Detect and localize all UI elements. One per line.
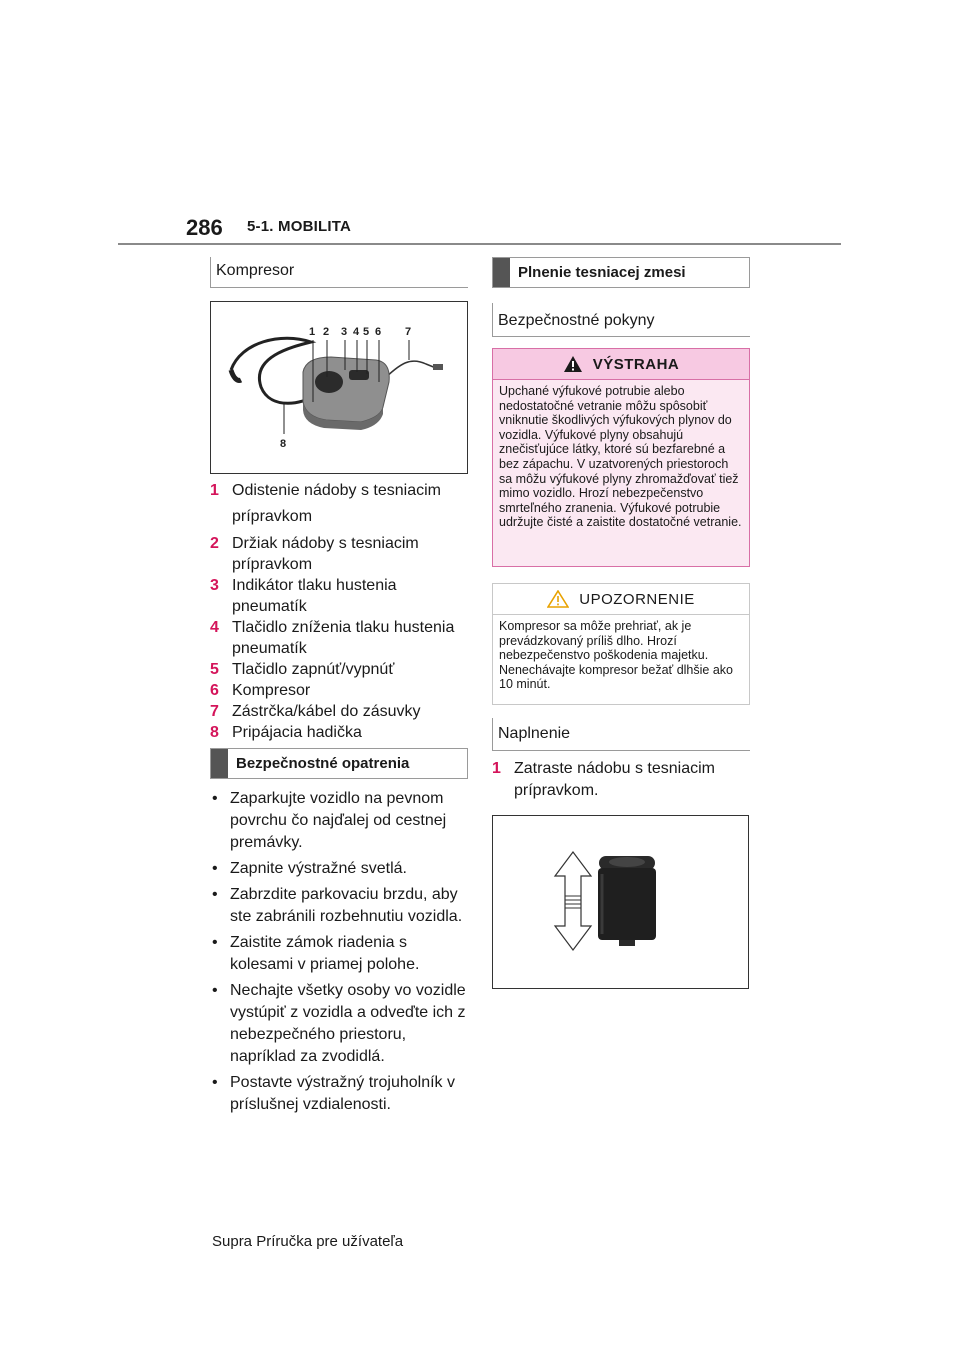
compressor-heading-bar — [210, 257, 211, 288]
warning-text: Upchané výfukové potrubie alebo nedostatočné vetranie môžu spôsobiť vniknutie škodlivých výfukových plynov do vozidla. Výfukové plyny obsahujú znečisťujúce látky, ktoré sú bezfarebné a bez zápachu. V uzatvorených priestoroch sa môžu výfukové plyny zhromažďovať tiež mimo vozidlo. Hrozí nebezpečenstvo smrteľného zranenia. Výfukové potrubie udržujte čisté a zaistite dostatočné vetranie. — [499, 384, 742, 530]
bullet-icon: • — [212, 860, 218, 877]
list-item-text: Pripájacia hadička — [232, 724, 362, 741]
callout-8: 8 — [280, 438, 287, 450]
section-title: 5-1. MOBILITA — [247, 218, 351, 235]
page-number: 286 — [186, 215, 223, 240]
list-item — [210, 617, 470, 659]
list-item — [210, 575, 470, 617]
list-item — [210, 980, 472, 1068]
step-text: Zatraste nádobu s tesniacim prípravkom. — [514, 760, 715, 799]
callout-6: 6 — [375, 326, 382, 338]
list-item — [210, 932, 472, 976]
list-item — [210, 701, 470, 722]
safety-notes-heading-bar — [492, 303, 493, 337]
callout-3: 3 — [341, 326, 348, 338]
heading-bar — [211, 749, 228, 778]
heading-bar — [493, 258, 510, 287]
list-item-text: Kompresor — [232, 682, 311, 699]
shake-arrow-icon — [555, 852, 591, 950]
shake-illustration — [493, 816, 748, 988]
warning-box — [492, 348, 750, 567]
notice-header — [493, 584, 749, 615]
header-rule — [118, 243, 841, 245]
sealant-bottle-icon — [598, 856, 656, 946]
callout-1: 1 — [309, 326, 316, 338]
list-item — [210, 858, 472, 880]
list-item-text: Zapnite výstražné svetlá. — [230, 860, 407, 877]
footer-text: Supra Príručka pre užívateľa — [212, 1233, 404, 1250]
list-item-text: Zástrčka/kábel do zásuvky — [232, 703, 421, 720]
list-item-number: 7 — [210, 703, 219, 720]
notice-text: Kompresor sa môže prehriať, ak je prevádzkovaný príliš dlho. Hrozí nebezpečenstvo poškodenia majetku. Nenechávajte kompresor bežať dlhšie ako 10 minút. — [499, 619, 733, 692]
warning-header — [493, 349, 749, 380]
caution-triangle-icon — [547, 590, 569, 608]
list-item-number: 6 — [210, 682, 219, 699]
sealant-holder-icon — [315, 371, 343, 393]
notice-box — [492, 583, 750, 705]
list-item-text: Tlačidlo zníženia tlaku hustenia pneumatík — [232, 619, 455, 657]
bullet-icon: • — [212, 790, 218, 807]
list-item-text: Tlačidlo zapnúť/vypnúť — [232, 661, 395, 678]
fill-sealant-heading — [492, 257, 750, 288]
callout-2: 2 — [323, 326, 330, 338]
warning-title: VÝSTRAHA — [592, 355, 680, 373]
list-item-number: 1 — [210, 482, 219, 499]
bullet-icon: • — [212, 1074, 218, 1091]
list-item — [210, 533, 470, 575]
compressor-heading-line — [210, 287, 468, 288]
shake-figure — [492, 815, 749, 989]
list-item — [210, 478, 470, 530]
list-item-text: Držiak nádoby s tesniacim prípravkom — [232, 535, 419, 573]
fill-sealant-heading-label: Plnenie tesniacej zmesi — [518, 264, 686, 281]
filling-heading-line — [492, 750, 750, 751]
list-item — [210, 1072, 472, 1116]
list-item-text: Zabrzdite parkovaciu brzdu, aby ste zabránili rozbehnutiu vozidla. — [230, 886, 463, 925]
list-item-text: Odistenie nádoby s tesniacim prípravkom — [232, 482, 441, 525]
list-item-number: 3 — [210, 577, 219, 594]
notice-title: UPOZORNENIE — [579, 590, 695, 608]
warning-triangle-icon — [563, 355, 583, 373]
compressor-figure — [210, 301, 468, 474]
list-item-number: 5 — [210, 661, 219, 678]
pressure-gauge-icon — [349, 370, 369, 380]
list-item-number: 4 — [210, 619, 219, 636]
compressor-illustration — [211, 302, 467, 473]
compressor-heading: Kompresor — [216, 262, 295, 279]
list-item-text: Indikátor tlaku hustenia pneumatík — [232, 577, 397, 615]
list-item — [210, 659, 470, 680]
bullet-icon: • — [212, 934, 218, 951]
plug-icon — [433, 364, 443, 370]
safety-notes-heading: Bezpečnostné pokyny — [498, 312, 655, 329]
step-number: 1 — [492, 760, 501, 777]
step-item — [492, 758, 750, 802]
list-item — [210, 680, 470, 701]
safety-notes-heading-line — [492, 336, 750, 337]
list-item-text: Nechajte všetky osoby vo vozidle vystúpiť z vozidla a odveďte ich z nebezpečného priestoru, napríklad za zvodidlá. — [230, 982, 466, 1065]
list-item — [210, 788, 472, 854]
safety-measures-heading — [210, 748, 468, 779]
list-item — [210, 722, 470, 743]
parts-list — [210, 478, 470, 743]
bullet-icon: • — [212, 982, 218, 999]
list-item-text: Zaistite zámok riadenia s kolesami v priamej polohe. — [230, 934, 420, 973]
list-item-text: Postavte výstražný trojuholník v príslušnej vzdialenosti. — [230, 1074, 455, 1113]
safety-measures-heading-label: Bezpečnostné opatrenia — [236, 755, 410, 772]
callout-4: 4 — [353, 326, 360, 338]
list-item-text: Zaparkujte vozidlo na pevnom povrchu čo najďalej od cestnej premávky. — [230, 790, 447, 851]
safety-bullets — [210, 788, 472, 1120]
callout-5: 5 — [363, 326, 370, 338]
filling-heading-bar — [492, 718, 493, 750]
filling-heading: Naplnenie — [498, 725, 571, 742]
list-item — [210, 884, 472, 928]
bullet-icon: • — [212, 886, 218, 903]
list-item-number: 8 — [210, 724, 219, 741]
list-item-number: 2 — [210, 535, 219, 552]
callout-7: 7 — [405, 326, 412, 338]
